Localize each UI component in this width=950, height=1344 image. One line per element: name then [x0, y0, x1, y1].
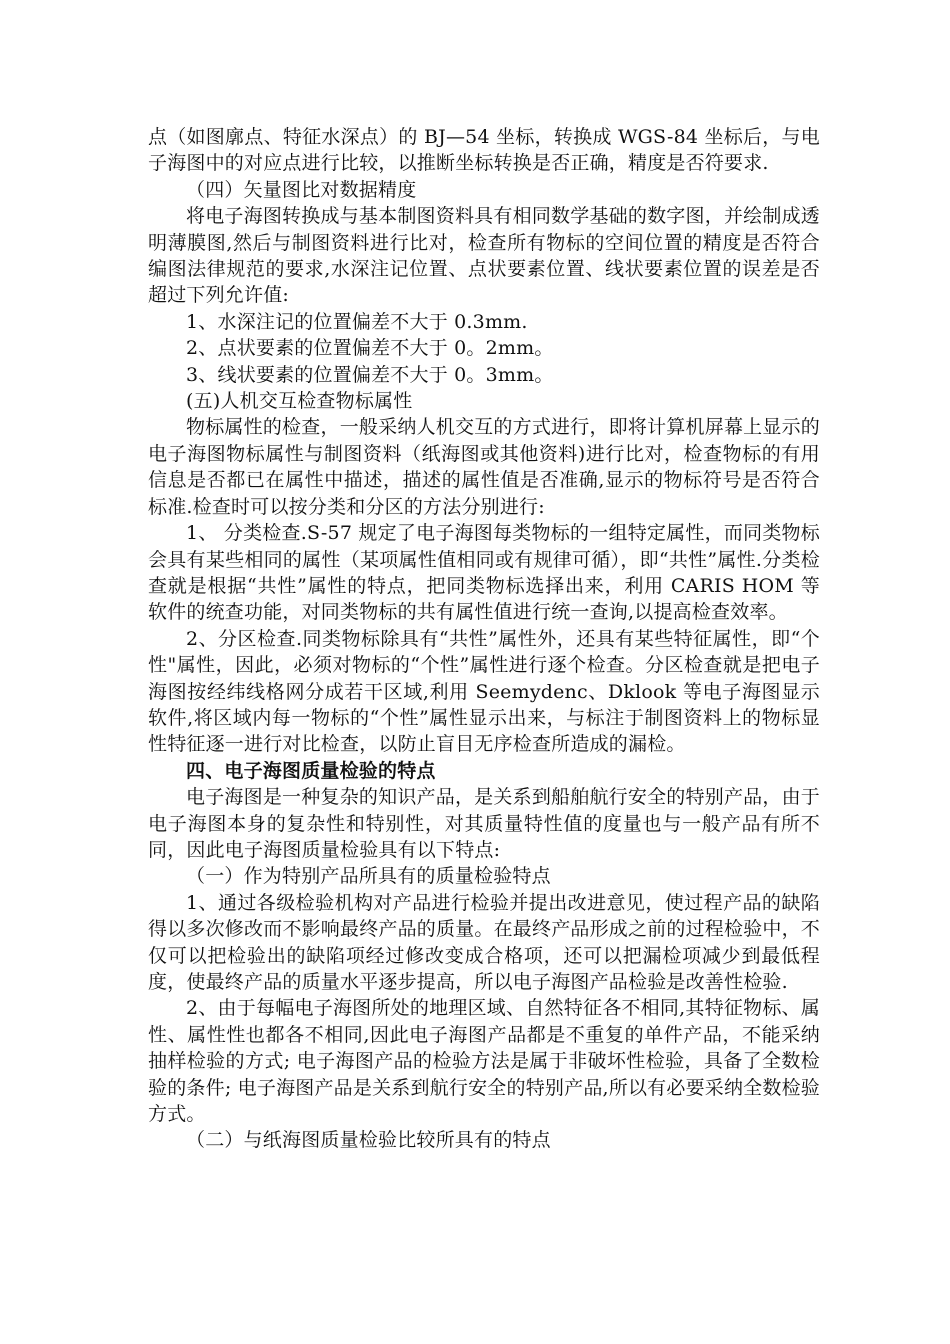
paragraph-region-check: 2、分区检查.同类物标除具有“共性”属性外，还具有某些特征属性，即“个性"属性，因此，必须对物标的“个性”属性进行逐个检查。分区检查就是把电子海图按经纬线格网分成若干区域,利用 Seemydenc、Dklook 等电子海图显示软件,将区域内每一物标的“个性”属性显示出来，与标注于制图资料上的物标显性特征逐一进行对比检查，以防止盲目无序检查所造成的漏检。 [148, 627, 820, 756]
section-heading-interactive-check: (五)人机交互检查物标属性 [186, 390, 413, 413]
list-item-depth-annotation: 1、水深注记的位置偏差不大于 0.3mm. [186, 310, 528, 333]
paragraph-coordinate-conversion: 点（如图廓点、特征水深点）的 BJ—54 坐标，转换成 WGS-84 坐标后，与电子海图中的对应点进行比较，以推断坐标转换是否正确，精度是否符要求. [148, 126, 820, 175]
section-heading-special-product: （一）作为特别产品所具有的质量检验特点 [186, 865, 551, 888]
paragraph-vector-comparison: 将电子海图转换成与基本制图资料具有相同数学基础的数字图，并绘制成透明薄膜图,然后与制图资料进行比对，检查所有物标的空间位置的精度是否符合编图法律规范的要求,水深注记位置、点状要素位置、线状要素位置的误差是否超过下列允许值: [148, 205, 820, 307]
paragraph-improvement-inspection: 1、通过各级检验机构对产品进行检验并提出改进意见，使过程产品的缺陷得以多次修改而不影响最终产品的质量。在最终产品形成之前的过程检验中，不仅可以把检验出的缺陷项经过修改变成合格项，还可以把漏检项减少到最低程度，使最终产品的质量水平逐步提高，所以电子海图产品检验是改善性检验. [148, 891, 821, 993]
section-heading-paper-chart-comparison: （二）与纸海图质量检验比较所具有的特点 [186, 1129, 551, 1152]
chapter-heading-quality-characteristics: 四、电子海图质量检验的特点 [186, 759, 436, 782]
paragraph-full-inspection: 2、由于每幅电子海图所处的地理区域、自然特征各不相同,其特征物标、属性、属性性也都各不相同,因此电子海图产品都是不重复的单件产品，不能采纳抽样检验的方式; 电子海图产品的检验方法是属于非破坏性检验，具备了全数检验的条件; 电子海图产品是关系到航行安全的特别产品,所以有必要采纳全数检验方式。 [148, 997, 820, 1126]
paragraph-interactive-check: 物标属性的检查，一般采纳人机交互的方式进行，即将计算机屏幕上显示的电子海图物标属性与制图资料（纸海图或其他资料)进行比对，检查物标的有用信息是否都已在属性中描述，描述的属性值是否准确,显示的物标符号是否符合标准.检查时可以按分类和分区的方法分别进行: [148, 416, 820, 518]
list-item-line-feature: 3、线状要素的位置偏差不大于 0。3mm。 [186, 363, 554, 386]
paragraph-quality-intro: 电子海图是一种复杂的知识产品，是关系到船舶航行安全的特别产品，由于电子海图本身的复杂性和特别性，对其质量特性值的度量也与一般产品有所不同，因此电子海图质量检验具有以下特点: [148, 786, 820, 861]
list-item-point-feature: 2、点状要素的位置偏差不大于 0。2mm。 [186, 337, 554, 360]
section-heading-vector-comparison: （四）矢量图比对数据精度 [186, 178, 417, 201]
paragraph-category-check: 1、 分类检查.S-57 规定了电子海图每类物标的一组特定属性，而同类物标会具有某些相同的属性（某项属性值相同或有规律可循），即“共性”属性.分类检查就是根据“共性”属性的特点，把同类物标选择出来，利用 CARIS HOM 等软件的统查功能，对同类物标的共有属性值进行统一查询,以提高检查效率。 [148, 522, 820, 624]
document-body [148, 124, 820, 1154]
